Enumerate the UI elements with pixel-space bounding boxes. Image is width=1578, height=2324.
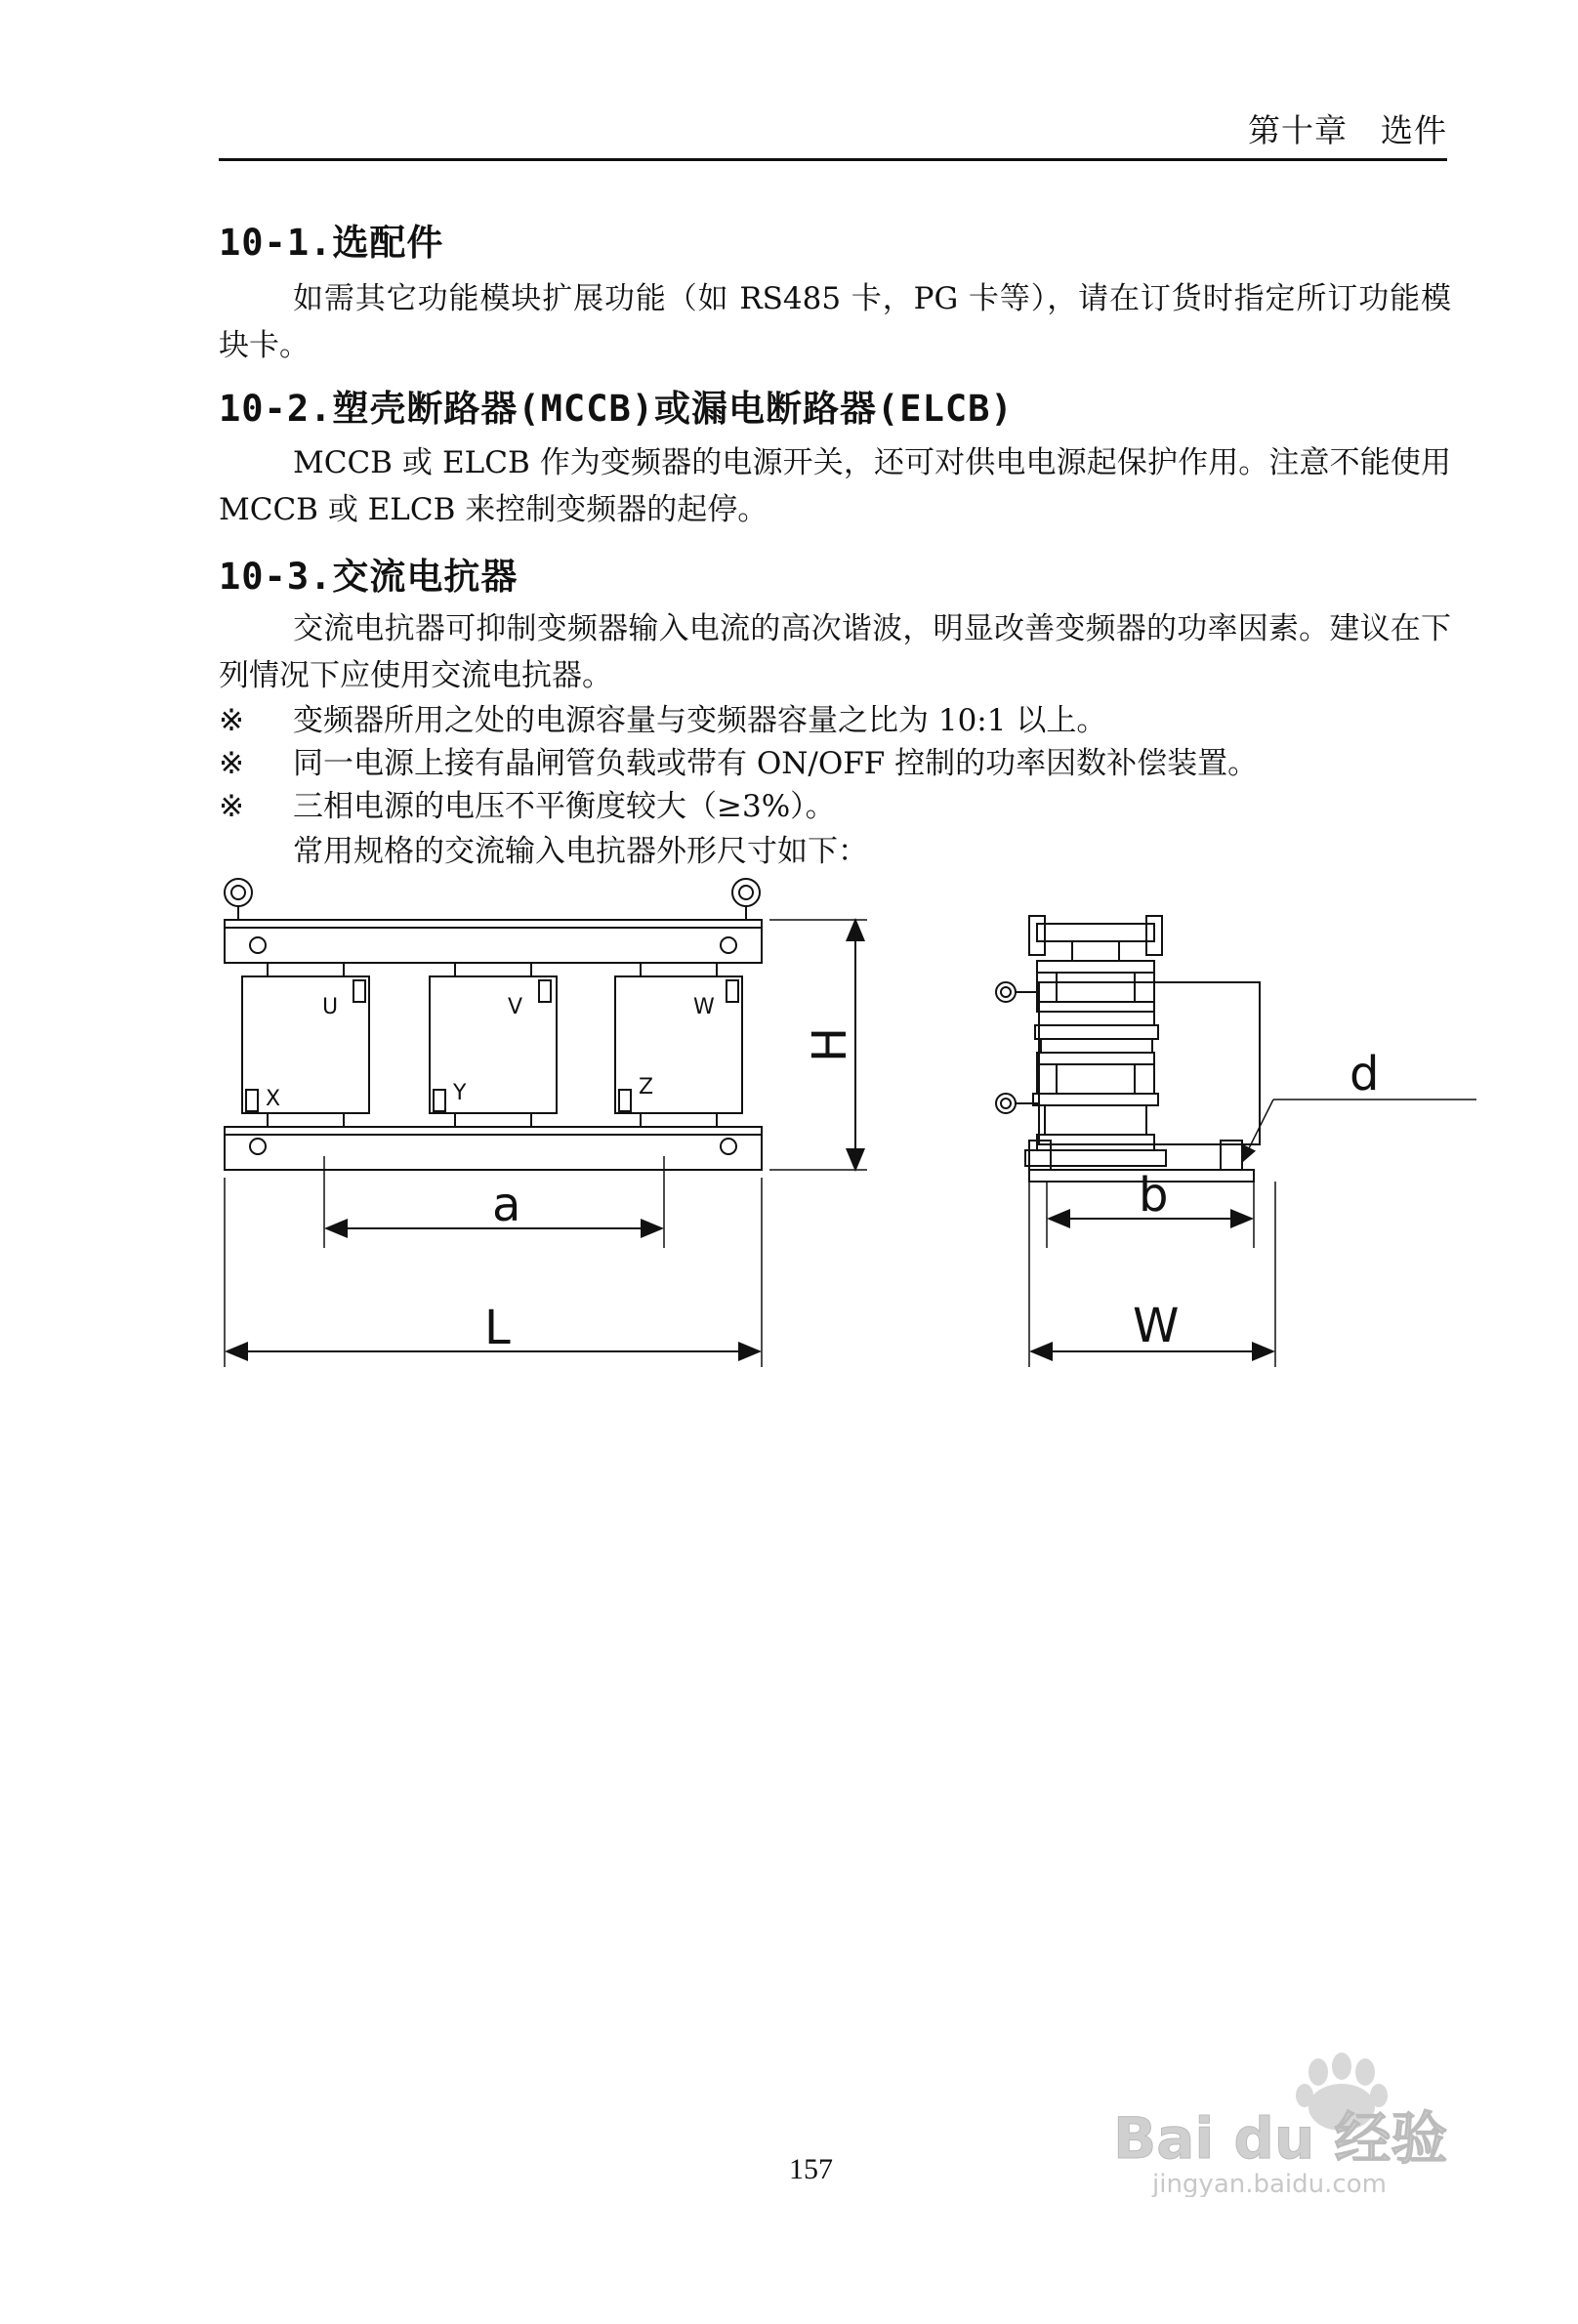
note-item: [219, 699, 1451, 742]
coil-label-u: U: [322, 995, 339, 1019]
note-mark: ※: [219, 746, 244, 781]
note-mark: ※: [219, 703, 244, 738]
coil-label-v: V: [508, 995, 523, 1019]
chapter-title: 第十章 选件: [1248, 111, 1447, 149]
watermark-url: jingyan.baidu.com: [1152, 2170, 1387, 2197]
section-10-3: [219, 547, 1451, 875]
section-body: MCCB 或 ELCB 作为变频器的电源开关，还可对供电电源起保护作用。注意不能使用 MCCB 或 ELCB 来控制变频器的起停。: [219, 445, 1451, 527]
page-number: 157: [789, 2153, 833, 2185]
section-10-2: [219, 379, 1451, 533]
baidu-watermark: [1094, 2051, 1465, 2197]
section-title: 10-2.塑壳断路器(MCCB)或漏电断路器(ELCB): [219, 388, 1014, 430]
section-title: 10-1.选配件: [219, 222, 444, 264]
note-text: 变频器所用之处的电源容量与变频器容量之比为 10:1 以上。: [293, 703, 1107, 738]
coil-label-w: W: [693, 995, 715, 1019]
dim-label-d: d: [1350, 1047, 1380, 1101]
section-outro: 常用规格的交流输入电抗器外形尺寸如下：: [293, 834, 868, 869]
section-10-1: [219, 213, 1451, 369]
note-text: 同一电源上接有晶闸管负载或带有 ON/OFF 控制的功率因数补偿装置。: [293, 746, 1259, 781]
dim-label-a: a: [492, 1178, 521, 1232]
dim-label-l: L: [484, 1301, 511, 1355]
section-body: 交流电抗器可抑制变频器输入电流的高次谐波，明显改善变频器的功率因素。建议在下列情况下应使用交流电抗器。: [219, 611, 1451, 693]
page-header: [219, 96, 1447, 161]
note-mark: ※: [219, 789, 244, 824]
note-text: 三相电源的电压不平衡度较大（≥3%）。: [293, 789, 836, 824]
reactor-dimension-drawing: [207, 867, 1486, 1394]
section-body: 如需其它功能模块扩展功能（如 RS485 卡，PG 卡等），请在订货时指定所订功能模块卡。: [219, 281, 1451, 363]
dim-label-h: H: [803, 1026, 857, 1062]
coil-label-y: Y: [453, 1081, 467, 1105]
watermark-brand: Bai du 经验: [1113, 2105, 1448, 2172]
section-title: 10-3.交流电抗器: [219, 556, 519, 598]
note-item: [219, 742, 1451, 785]
dim-label-w: W: [1133, 1299, 1180, 1353]
coil-label-z: Z: [639, 1075, 654, 1100]
coil-label-x: X: [266, 1087, 281, 1111]
dim-label-b: b: [1139, 1168, 1169, 1223]
note-item: [219, 785, 1451, 828]
